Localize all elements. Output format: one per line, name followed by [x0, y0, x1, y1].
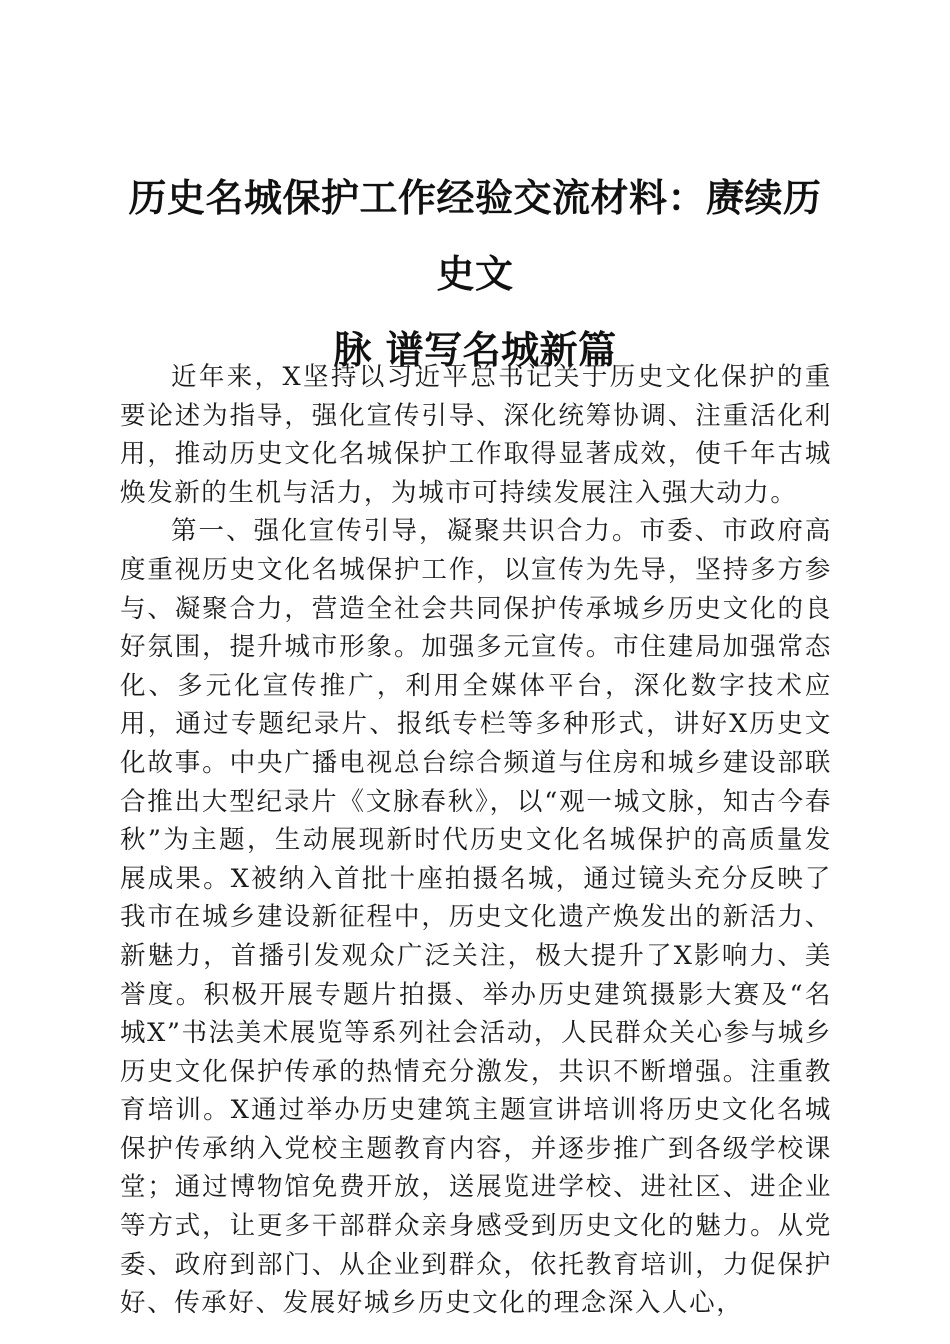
- title-line-2: 脉 谱写名城新篇: [333, 327, 617, 372]
- paragraph-intro: 近年来，X坚持以习近平总书记关于历史文化保护的重要论述为指导，强化宣传引导、深化统筹协调、注重活化利用，推动历史文化名城保护工作取得显著成效，使千年古城焕发新的生机与活力，为城市可持续发展注入强大动力。: [120, 362, 832, 508]
- paragraph-section-1: 第一、强化宣传引导，凝聚共识合力。市委、市政府高度重视历史文化名城保护工作，以宣传为先导，坚持多方参与、凝聚合力，营造全社会共同保护传承城乡历史文化的良好氛围，提升城市形象。加强多元宣传。市住建局加强常态化、多元化宣传推广，利用全媒体平台，深化数字技术应用，通过专题纪录片、报纸专栏等多种形式，讲好X历史文化故事。中央广播电视总台综合频道与住房和城乡建设部联合推出大型纪录片《文脉春秋》，以“观一城文脉，知古今春秋”为主题，生动展现新时代历史文化名城保护的高质量发展成果。X被纳入首批十座拍摄名城，通过镜头充分反映了我市在城乡建设新征程中，历史文化遗产焕发出的新活力、新魅力，首播引发观众广泛关注，极大提升了X影响力、美誉度。积极开展专题片拍摄、举办历史建筑摄影大赛及“名城X”书法美术展览等系列社会活动，人民群众关心参与城乡历史文化保护传承的热情充分激发，共识不断增强。注重教育培训。X通过举办历史建筑主题宣讲培训将历史文化名城保护传承纳入党校主题教育内容，并逐步推广到各级学校课堂；通过博物馆免费开放，送展览进学校、进社区、进企业等方式，让更多干部群众亲身感受到历史文化的魅力。从党委、政府到部门、从企业到群众，依托教育培训，力促保护好、传承好、发展好城乡历史文化的理念深入人心，: [120, 516, 832, 1319]
- title-line-1: 历史名城保护工作经验交流材料：赓续历史文: [128, 175, 822, 296]
- document-body: [120, 358, 832, 1323]
- document-title: [115, 160, 835, 388]
